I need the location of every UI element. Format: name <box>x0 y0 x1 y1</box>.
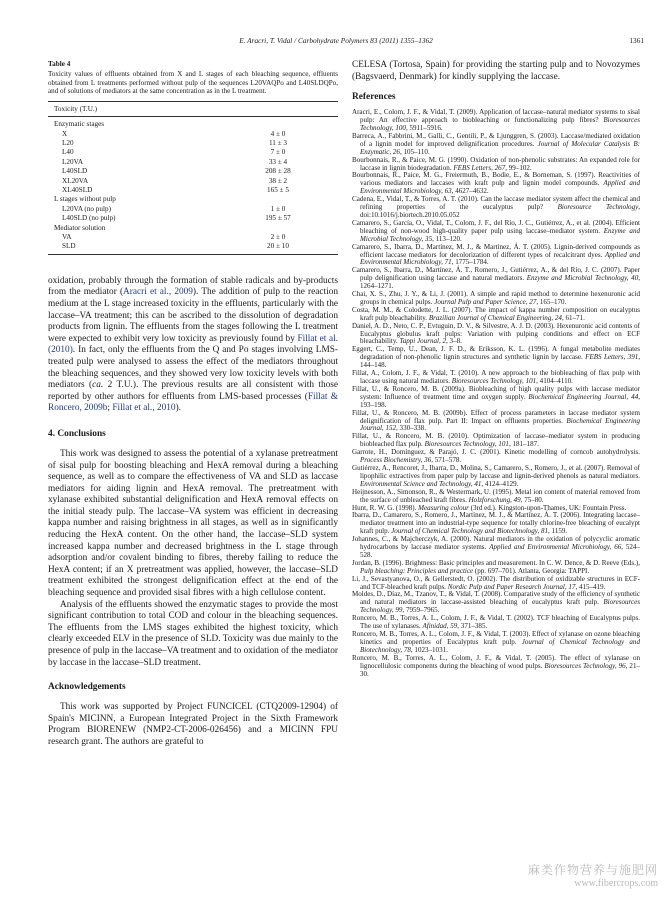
table-row <box>48 242 338 251</box>
reference-text: Chai, X. S., Zhu, J. Y., & Li, J. (2001). A simple and rapid method to determine hexenuronic acid groups in chemical pulps. <box>352 290 640 306</box>
row-value: 2 ± 0 <box>270 232 286 241</box>
reference-journal: FEBS Letters, 267 <box>453 163 506 172</box>
conclusions-paragraph-2: Analysis of the effluents showed the enzymatic stages to provide the most significant contribution to total COD and colour in the bleaching sequences. The effluents from the LMS stages exhibited the highest toxicity, which clearly exceeded ELV in the presence of SLD. Toxicity was due mainly to the presence of pulp in the laccase–VA treatment and to oxidation of the mediator by laccase in the laccase–SLD treatment. <box>48 599 338 668</box>
acknowledgements-continued: CELESA (Tortosa, Spain) for providing the starting pulp and to Novozymes (Bagsvaerd, Denmark) for kindly supplying the laccase. <box>352 60 640 82</box>
reference-journal: Biochemical Engineering Journal, 44 <box>528 392 639 401</box>
table-row <box>48 167 338 176</box>
reference-item <box>352 220 640 244</box>
reference-text: Roncero, M. B., Torres, A. L., Colom, J. F., & Vidal, T. (2002). TCF bleaching of Eucalyptus pulps. The use of xylanases. <box>352 614 640 631</box>
acknowledgements-heading: Acknowledgements <box>48 682 126 693</box>
text-run: . In fact, only the effluents from the Q and Po stages involving LMS-treated pulp were analysed to assess the effect of the mediators throughout the bleaching sequences, and they showed very low toxicity levels with both mediators ( <box>48 345 338 391</box>
reference-text: Fillat, U., & Roncero, M. B. (2010). Optimization of laccase–mediator system in producing biobleached flax pulp. <box>352 432 640 449</box>
reference-tail: , 571–578. <box>431 456 462 465</box>
reference-item <box>352 346 640 370</box>
reference-tail: , 75–80. <box>520 495 544 504</box>
reference-journal: Journal of Molecular Catalysis B: Enzymatic, 26 <box>360 139 640 156</box>
table-row <box>48 148 338 157</box>
reference-tail: , 105–110. <box>399 147 430 156</box>
reference-journal: Bioresources Technology, 99 <box>360 598 640 615</box>
reference-tail: , 1775–1784. <box>451 258 489 267</box>
reference-journal: Bioresources Technology, 101 <box>424 440 509 449</box>
acknowledgements-paragraph: This work was supported by Project FUNCICEL (CTQ2009-12904) of Spain's MICINN, a European Integrated Project in the Sixth Framework Program BIORENEW (NMP2-CT-2006-026456) and a MICINN FPU research grant. The authors are grateful to <box>48 702 338 747</box>
reference-tail: , 524–528. <box>360 543 640 559</box>
reference-text: Bourbonnais, R., Paice, M. G., Freiermuth, B., Bodie, E., & Borneman, S. (1997). Reactivities of various mediators and laccases with kraft pulp and lignin model compounds. <box>352 171 640 188</box>
reference-tail: , 181–187. <box>508 440 539 449</box>
reference-journal: Biochemical Engineering Journal, 152 <box>360 416 640 433</box>
reference-journal: Journal of Chemical Technology and Biotechnology, 78 <box>360 637 640 654</box>
results-paragraph <box>48 276 338 415</box>
watermark-title: 麻类作物营养与施肥网 <box>527 863 658 877</box>
reference-text: Bourbonnais, R., & Paice, M. G. (1990). Oxidation of non-phenolic substrates: An expanded role for laccase in lignin biodegradation. <box>352 155 640 172</box>
table-row <box>48 214 338 223</box>
row-label: L20 <box>62 138 74 147</box>
reference-tail: , 5911–5916. <box>405 124 443 132</box>
text-run: ; <box>107 403 113 414</box>
reference-journal: Bioresource Technology <box>557 203 639 212</box>
reference-journal: Afinidad, 59 <box>422 622 458 631</box>
reference-journal: Journal Pulp and Paper Science, 27 <box>434 297 537 306</box>
reference-item <box>352 560 640 576</box>
reference-journal: Applied and Environmental Microbiology, 71 <box>360 250 640 267</box>
reference-item <box>352 433 640 449</box>
table-caption: Toxicity values of effluents obtained from X and L stages of each bleaching sequence, effluents obtained from L treatments performed without pulp of the sequences L20VAQPo and L40SLDQPo, and of solutions of mediators at the same concentration as in the L treatment. <box>48 70 338 96</box>
reference-text: Camarero, S., Ibarra, D., Martínez, Á. T., Romero, J., Gutiérrez, A., & del Río, J. C. (2007). Paper pulp delignification using laccase and natural mediators. <box>352 266 640 283</box>
reference-journal: Enzyme and Microbial Technology, 40 <box>526 274 639 283</box>
citation-link[interactable]: Fillat et al., 2010 <box>112 403 176 414</box>
conclusions-paragraph-1: This work was designed to assess the potential of a xylanase pretreatment of sisal pulp for boosting bleaching and HexA removal during a bleaching sequence, as well as to compare the effectiveness of VA and SLD as laccase mediators for aiding lignin and HexA removal. The pretreatment with xylanase exhibited substantial delignification and HexA removal effects on the initial steady pulp. The laccase–VA system was efficient in decreasing kappa number and raising brightness in all stages, as well as in significantly reducing the HexA content. On the other hand, the laccase–SLD system increased kappa number and decreased brightness in the L stage through adsorption and/or covalent binding to fibres, thereby failing to reduce the HexA content; if an X pretreatment was applied, however, the laccase–SLD treatment exhibited the strongest delignification effect at the end of the bleaching sequence and provided sisal fibres with a high cellulose content. <box>48 448 338 599</box>
reference-journal: Measuring colour <box>418 503 469 512</box>
reference-text: Hunt, R. W. G. (1998). <box>352 503 419 512</box>
reference-item <box>352 449 640 465</box>
row-value <box>258 120 338 129</box>
row-label: L40SLD <box>62 167 88 176</box>
table-row <box>48 130 338 139</box>
reference-text: Roncero, M. B., Torres, A. L., Colom, J. F., & Vidal, T. (2005). The effect of xylanase on lignocellulosic components during the bleaching of wood pulps. <box>352 653 640 670</box>
row-label: Mediator solution <box>54 223 106 232</box>
table-row <box>48 205 338 214</box>
reference-tail: , 371–385. <box>457 622 488 631</box>
row-label: L stages without pulp <box>54 195 116 204</box>
reference-tail: , 21–30. <box>360 661 641 678</box>
reference-text: Heijnesson, A., Simonson, R., & Westermark, U. (1995). Metal ion content of material removed from the surface of unbleached kraft fibres. <box>352 487 640 504</box>
row-label: L20VA <box>62 157 84 166</box>
reference-item <box>352 591 640 615</box>
reference-journal: Tappi Journal, 2 <box>399 337 446 346</box>
reference-text: Camarero, S., García, O., Vidal, T., Colom, J. F., del Río, J. C., Gutiérrez, A., et al. (2004). Efficient bleaching of non-wood high-quality paper pulp using laccase–mediator system. <box>352 218 640 235</box>
references-heading: References <box>352 92 396 103</box>
reference-journal: Applied and Environmental Microbiology, 66 <box>489 543 622 552</box>
reference-tail: (pp. 697–701). Atlanta, Georgia: TAPPI. <box>473 566 590 575</box>
reference-tail: , 1264–1271. <box>360 274 640 291</box>
reference-text: Aracri, E., Colom, J. F., & Vidal, T. (2009). Application of laccase–natural mediator systems to sisal pulp: An effective approach to biobleaching or functionalizing pulp fibres? <box>352 108 640 125</box>
table-row <box>48 233 338 242</box>
reference-tail: , 4627–4632. <box>451 187 489 196</box>
reference-text: Costa, M. M., & Colodette, J. L. (2007). The impact of kappa number composition on eucalyptus kraft pulp bleachability. <box>352 305 640 322</box>
reference-tail: , 144–148. <box>360 353 641 370</box>
table-group-row <box>48 224 338 233</box>
row-label: XL40SLD <box>62 185 93 194</box>
table-row <box>48 186 338 195</box>
table-label: Table 4 <box>48 60 71 68</box>
row-value: 20 ± 10 <box>267 242 289 251</box>
table-row <box>48 139 338 148</box>
right-column <box>352 60 640 678</box>
reference-tail: , 415–419. <box>575 582 606 591</box>
reference-item <box>352 655 640 679</box>
reference-tail: , 1023–1031. <box>410 645 448 654</box>
row-value: 33 ± 4 <box>268 157 288 166</box>
page-number: 1361 <box>629 36 644 45</box>
row-label: SLD <box>62 242 76 251</box>
reference-text: Daniel, A. D., Neto, C. P., Evtuguin, D. V., & Silvestre, A. J. D. (2003). Hexenuronic acid contents of Eucalyptus globulus kraft pulps: Variation with pulping conditions and effect on ECF bleachability. <box>352 321 640 346</box>
reference-text: Camarero, S., Ibarra, D., Martínez, M. J., & Martínez, Á. T. (2005). Lignin-derived compounds as efficient laccase mediators for decolorization of different types of recalcitrant dyes. <box>352 242 640 259</box>
reference-journal: Environmental Science and Technology, 41 <box>360 479 482 488</box>
reference-item <box>352 465 640 489</box>
reference-item <box>352 536 640 560</box>
conclusions-heading: 4. Conclusions <box>48 428 106 439</box>
text-run: ). The addition of pulp to the reaction medium at the L stage increased toxicity in the effluents, particularly with the laccase–VA treatment; this can be ascribed to the dissolution of degradation products from lignin. The effluents from the stages following the L treatment were expected to exhibit very low toxicity as previously found by <box>48 287 338 344</box>
row-value: 38 ± 2 <box>268 176 288 185</box>
reference-journal: Brazilian Journal of Chemical Engineering, 24 <box>428 313 562 322</box>
reference-item <box>352 489 640 505</box>
left-column <box>48 60 338 749</box>
citation-link[interactable]: Fillat et al. (2010) <box>48 333 338 356</box>
citation-link[interactable]: Fillat & Roncero, 2009b <box>48 391 339 414</box>
table-body <box>48 117 338 254</box>
reference-item <box>352 244 640 268</box>
reference-tail: , 99–102. <box>505 163 532 172</box>
row-label: Enzymatic stages <box>54 120 105 129</box>
reference-item <box>352 631 640 655</box>
row-label: XL20VA <box>62 176 89 185</box>
reference-text: Cadena, E., Vidal, T., & Torres, A. T. (2010). Can the laccase mediator system affect the chemical and refining properties of the eucalyptus pulp? <box>352 195 640 212</box>
reference-item <box>352 386 640 410</box>
reference-item <box>352 307 640 323</box>
references-list <box>352 109 640 678</box>
reference-tail: , 113–120. <box>432 234 462 243</box>
reference-item <box>352 370 640 386</box>
reference-journal: Applied and Environmental Microbiology, 63 <box>360 179 640 196</box>
reference-text: Garrote, H., Domínguez, & Parajó, J. C. (2001). Kinetic modelling of corncob autohydrolysis. <box>352 448 640 457</box>
table-group-row <box>48 120 338 129</box>
reference-journal: Holzforschung, 49 <box>468 495 521 504</box>
row-label: L40 <box>62 148 74 157</box>
row-value: 11 ± 3 <box>268 138 288 147</box>
text-run: oxidation, probably through the formation of stable radicals and by-products from the mediator ( <box>48 275 338 298</box>
reference-journal: Nordic Pulp and Paper Research Journal, 17 <box>447 582 576 591</box>
reference-text: Roncero, M. B., Torres, A. L., Colom, J. F., & Vidal, T. (2003). Effect of xylanase on ozone bleaching kinetics and properties of Eucalyptus kraft pulp. <box>352 630 640 646</box>
table-row <box>48 177 338 186</box>
reference-text: Fillat, A., Colom, J. F., & Vidal, T. (2010). A new approach to the biobleaching of flax pulp with laccase using natural mediators. <box>352 369 640 385</box>
reference-item <box>352 323 640 347</box>
reference-tail: (3rd ed.). Kingston-upon-Thames, UK: Fountain Press. <box>468 503 627 512</box>
reference-tail: , 165–170. <box>536 297 567 306</box>
reference-journal: Enzyme and Microbial Technology, 35 <box>360 226 640 243</box>
table-row <box>48 158 338 167</box>
reference-tail: , doi:10.1016/j.biortech.2010.05.052 <box>360 203 640 219</box>
reference-tail: , 61–71. <box>561 313 585 322</box>
reference-journal: Bioresources Technology, 96 <box>544 661 626 670</box>
reference-text: Eggert, C., Temp, U., Dean, J. F. D., & Eriksson, K. L. (1996). A fungal metabolite mediates degradation of non-phenolic lignin structures and synthetic lignin by laccase. <box>352 345 640 362</box>
reference-item <box>352 512 640 536</box>
table-header: Toxicity (T.U.) <box>54 105 98 114</box>
reference-text: Fillat, U., & Roncero, M. B. (2009a). Biobleaching of high quality pulps with laccase mediator system: Influence of treatment time and oxygen supply. <box>352 384 640 401</box>
reference-journal: Journal of Chemical Technology and Biotechnology, 81 <box>391 527 549 536</box>
row-value: 195 ± 57 <box>265 214 291 223</box>
reference-journal: Bioresources Technology, 101 <box>451 377 537 385</box>
reference-tail: , 4124–4129. <box>481 479 519 488</box>
reference-tail: , 193–198. <box>360 392 640 409</box>
reference-item <box>352 291 640 307</box>
reference-journal: Bioresources Technology, 100 <box>360 116 640 132</box>
reference-item <box>352 109 640 133</box>
reference-item <box>352 615 640 631</box>
reference-text: Li, J., Sevastyanova, O., & Gellerstedt, O. (2002). The distribution of oxidizable structures in ECF- and TCF-bleached kraft pulps. <box>352 574 640 591</box>
reference-tail: , 4104–4110. <box>536 377 573 385</box>
text-run: ca. <box>92 380 104 391</box>
reference-text: Ibarra, D., Camarero, S., Romero, J., Martínez, M. J., & Martínez, Á. T. (2006). Integrating laccase–mediator treatment into an industrial-type sequence for totally chlorine-free bleaching of eucalypt kraft pulp. <box>352 511 640 536</box>
running-head-title: E. Aracri, T. Vidal / Carbohydrate Polymers 83 (2011) 1355–1362 <box>239 36 433 45</box>
text-run: 2 T.U.). The previous results are all consistent with those reported by other authors for effluents from LMS-based processes ( <box>48 380 338 402</box>
row-value <box>258 224 338 233</box>
watermark-url: www.fibercrops.com <box>574 878 658 889</box>
reference-journal: Pulp bleaching: Principles and practice <box>360 566 474 575</box>
row-value: 1 ± 0 <box>270 204 286 213</box>
row-value: 7 ± 0 <box>270 148 286 157</box>
reference-item <box>352 133 640 157</box>
reference-text: Barreca, A., Fabbrini, M., Galli, C., Gentili, P., & Ljunggren, S. (2003). Laccase/mediated oxidation of a lignin model for improved delignification procedures. <box>352 131 640 148</box>
reference-item <box>352 410 640 434</box>
reference-tail: , 330–338. <box>396 424 426 433</box>
row-value: 165 ± 5 <box>267 185 289 194</box>
reference-tail: , 1159. <box>548 527 568 536</box>
reference-text: Gutiérrez, A., Rencoret, J., Ibarra, D., Molina, S., Camarero, S., Romero, J., et al. (2007). Removal of lipophilic extractives from paper pulp by laccase and lignin-derived phenols as natural mediators. <box>352 463 640 480</box>
reference-journal: FEBS Letters, 391 <box>585 353 639 362</box>
row-label: X <box>62 129 68 138</box>
reference-tail: , 3–8. <box>446 337 462 346</box>
table-4 <box>48 60 338 255</box>
reference-text: Jordan, B. (1996). Brightness: Basic principles and measurement. In C. W. Dence, & D. Reeve (Eds.), <box>352 558 640 567</box>
reference-tail: , 7959–7965. <box>402 606 440 615</box>
reference-item <box>352 157 640 173</box>
reference-text: Johannes, C., & Majcherczyk, A. (2000). Natural mediators in the oxidation of polycyclic aromatic hydrocarbons by laccase mediator systems. <box>352 535 640 552</box>
reference-journal: Process Biochemistry, 36 <box>360 456 432 465</box>
reference-text: Fillat, U., & Roncero, M. B. (2009b). Effect of process parameters in laccase mediator system delignification of flax pulp. Part II: Impact on effluents properties. <box>352 408 640 425</box>
reference-item <box>352 196 640 220</box>
row-label: L20VA (no pulp) <box>62 204 111 213</box>
row-value: 4 ± 0 <box>270 129 286 138</box>
text-run: ). <box>175 403 181 414</box>
table-group-row <box>48 195 338 204</box>
citation-link[interactable]: Aracri et al., 2009 <box>123 287 193 298</box>
reference-item <box>352 267 640 291</box>
row-label: L40SLD (no pulp) <box>62 214 116 223</box>
toxicity-table <box>48 101 338 255</box>
row-label: VA <box>62 232 72 241</box>
watermark <box>528 861 658 889</box>
reference-item <box>352 576 640 592</box>
reference-item <box>352 172 640 196</box>
row-value: 208 ± 28 <box>265 167 291 176</box>
row-value <box>258 195 338 204</box>
reference-text: Moldes, D., Díaz, M., Tzanov, T., & Vidal, T. (2008). Comparative study of the efficiency of synthetic and natural mediators in laccase-assisted bleaching of eucalyptus kraft pulp. <box>352 590 640 607</box>
